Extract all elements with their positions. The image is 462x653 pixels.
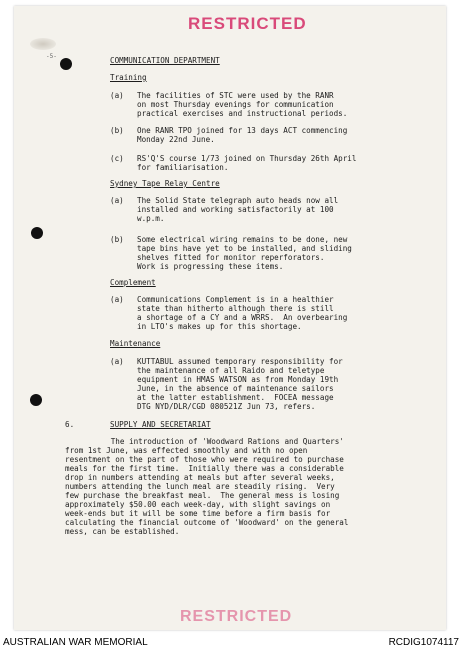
training-heading: Training [110,73,147,82]
supply-line: drop in numbers attending at meals but after several weeks, [65,473,335,482]
maintenance-a-line: June, in the absence of maintenance sailors [137,384,334,393]
item-label: (c) [110,154,124,163]
supply-line: week-ends but it will be some time before a firm basis for [65,509,331,518]
complement-a-line: a shortage of a CY and a WRRS. An overbearing [137,313,348,322]
department-heading: COMMUNICATION DEPARTMENT [110,56,220,65]
punch-hole [30,394,42,406]
tape-relay-heading: Sydney Tape Relay Centre [110,179,220,188]
complement-a-line: state than hitherto although there is still [137,304,334,313]
punch-hole [31,227,43,239]
tape-relay-a-line: w.p.m. [137,214,165,223]
punch-hole [60,58,72,70]
maintenance-a-line: equipment in HMAS WATSON as from Monday 19th [137,375,339,384]
item-label: (b) [110,235,124,244]
page-mark: -5- [46,53,57,60]
maintenance-heading: Maintenance [110,339,161,348]
tape-relay-a-line: The Solid State telegraph auto heads now all [137,196,339,205]
restricted-stamp-bottom: RESTRICTED [180,608,293,625]
supply-line: from 1st June, was effected smoothly and with no open [65,446,308,455]
maintenance-a-line: KUTTABUL assumed temporary responsibility for [137,357,343,366]
supply-line: numbers attending the lunch meal are steadily rising. Very [65,482,335,491]
archive-name: AUSTRALIAN WAR MEMORIAL [3,637,148,648]
maintenance-a-line: the maintenance of all Raido and teletype [137,366,325,375]
supply-line: resentment on the part of those who were required to purchase [65,455,344,464]
training-b-line: Monday 22nd June. [137,135,215,144]
complement-heading: Complement [110,278,156,287]
supply-line: The introduction of 'Woodward Rations and Quarters' [65,437,344,446]
item-label: (a) [110,357,124,366]
supply-line: meals for the first time. Initially there was a considerable [65,464,344,473]
item-label: (a) [110,295,124,304]
supply-line: approximately $50.00 each week-day, with slight savings on [65,500,331,509]
archive-footer [0,633,462,653]
tape-relay-b-line: tape bins have yet to be installed, and sliding [137,244,352,253]
training-a-line: on most Thursday evenings for communication [137,100,334,109]
item-label: (a) [110,91,124,100]
maintenance-a-line: at the latter establishment. FOCEA message [137,393,334,402]
item-label: (a) [110,196,124,205]
restricted-stamp-top: RESTRICTED [188,14,307,33]
tape-relay-b-line: shelves fitted for monitor reperforators. [137,253,325,262]
training-a-line: The facilities of STC were used by the RANR [137,91,334,100]
training-c-line: for familiarisation. [137,163,229,172]
section-number: 6. [65,420,75,429]
supply-heading: SUPPLY AND SECRETARIAT [110,420,211,429]
tape-relay-a-line: installed and working satisfactorily at 100 [137,205,334,214]
training-a-line: practical exercises and instructional periods. [137,109,348,118]
training-b-line: One RANR TPO joined for 13 days ACT commencing [137,126,348,135]
item-label: (b) [110,126,124,135]
supply-line: mess, can be established. [65,527,180,536]
archive-record-id: RCDIG1074117 [388,637,459,648]
tape-relay-b-line: Some electrical wiring remains to be done, new [137,235,348,244]
paper-smudge [30,38,56,50]
training-c-line: RS'Q'S course 1/73 joined on Thursday 26th April [137,154,357,163]
maintenance-a-line: DTG NYD/DLR/CGD 080521Z Jun 73, refers. [137,402,316,411]
supply-line: few purchase the breakfast meal. The general mess is losing [65,491,340,500]
complement-a-line: Communications Complement is in a healthier [137,295,334,304]
supply-line: calculating the financial outcome of 'Woodward' on the general [65,518,349,527]
tape-relay-b-line: Work is progressing these items. [137,262,284,271]
complement-a-line: in LTO's makes up for this shortage. [137,322,302,331]
